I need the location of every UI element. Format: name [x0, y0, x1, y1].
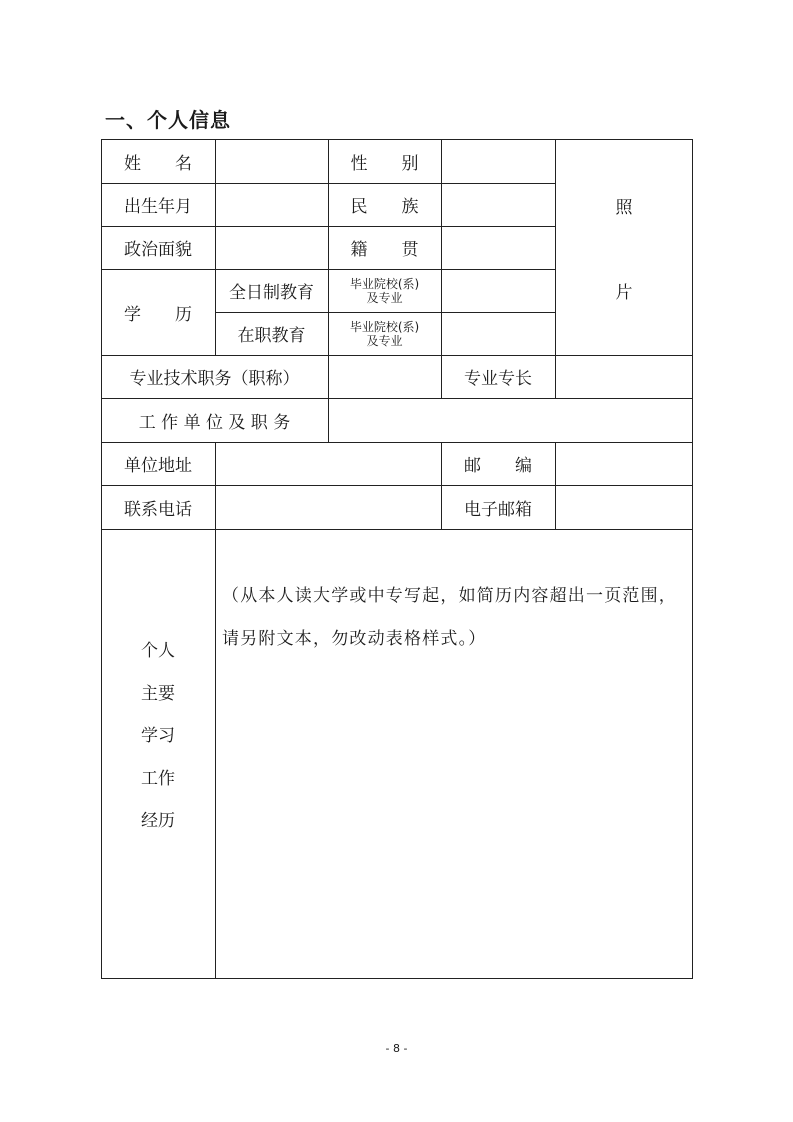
specialty-label: 专业专长	[464, 369, 532, 389]
school-major-text: 及专业	[366, 333, 403, 348]
page-number: - 8 -	[385, 1042, 408, 1055]
table-border-right	[692, 139, 693, 979]
education-label: 学 历	[124, 304, 192, 325]
title-field[interactable]	[329, 356, 441, 398]
photo-box[interactable]	[556, 140, 692, 355]
resume-label-line: 工作	[141, 768, 175, 789]
work-field[interactable]	[329, 399, 692, 442]
postcode-label: 邮 编	[464, 456, 532, 476]
fulltime-school-field[interactable]	[442, 270, 555, 312]
birth-label: 出生年月	[124, 197, 192, 217]
native-label: 籍 贯	[350, 240, 419, 260]
resume-label-line: 主要	[141, 683, 175, 704]
native-field[interactable]	[442, 227, 555, 269]
school-major-text: 及专业	[366, 290, 403, 305]
section-title: 一、个人信息	[105, 108, 231, 132]
gender-field[interactable]	[442, 140, 555, 183]
specialty-field[interactable]	[556, 356, 692, 398]
name-field[interactable]	[216, 140, 328, 183]
postcode-field[interactable]	[556, 443, 692, 485]
title-label: 专业技术职务（职称）	[129, 369, 300, 389]
ethnicity-label: 民 族	[350, 197, 419, 217]
work-label: 工 作 单 位 及 职 务	[138, 412, 291, 433]
school-major-label-parttime	[328, 312, 441, 355]
political-field[interactable]	[216, 227, 328, 269]
political-label: 政治面貌	[124, 240, 192, 260]
ethnicity-field[interactable]	[442, 184, 555, 226]
fulltime-label: 全日制教育	[229, 283, 314, 303]
phone-field[interactable]	[216, 486, 441, 529]
gender-label: 性 别	[350, 153, 419, 174]
resume-label-line: 经历	[141, 811, 175, 831]
resume-label	[101, 630, 215, 840]
photo-label: 照	[615, 197, 633, 218]
email-label: 电子邮箱	[464, 499, 532, 520]
address-field[interactable]	[216, 443, 441, 485]
photo-label: 片	[615, 282, 633, 303]
name-label: 姓 名	[124, 153, 192, 174]
address-label: 单位地址	[124, 456, 192, 476]
resume-label-line: 学习	[141, 726, 175, 746]
birth-field[interactable]	[216, 184, 328, 226]
parttime-school-field[interactable]	[442, 313, 555, 355]
email-field[interactable]	[556, 486, 692, 529]
resume-label-line: 个人	[141, 641, 175, 661]
phone-label: 联系电话	[124, 499, 192, 520]
parttime-label: 在职教育	[237, 326, 306, 346]
school-major-text: 毕业院校(系)	[349, 276, 420, 291]
resume-note: （从本人读大学或中专写起，如简历内容超出一页范围，请另附文本，勿改动表格样式。）	[222, 586, 677, 649]
table-border-bottom	[101, 978, 693, 979]
school-major-text: 毕业院校(系)	[349, 319, 420, 334]
school-major-label-fulltime	[328, 269, 441, 312]
